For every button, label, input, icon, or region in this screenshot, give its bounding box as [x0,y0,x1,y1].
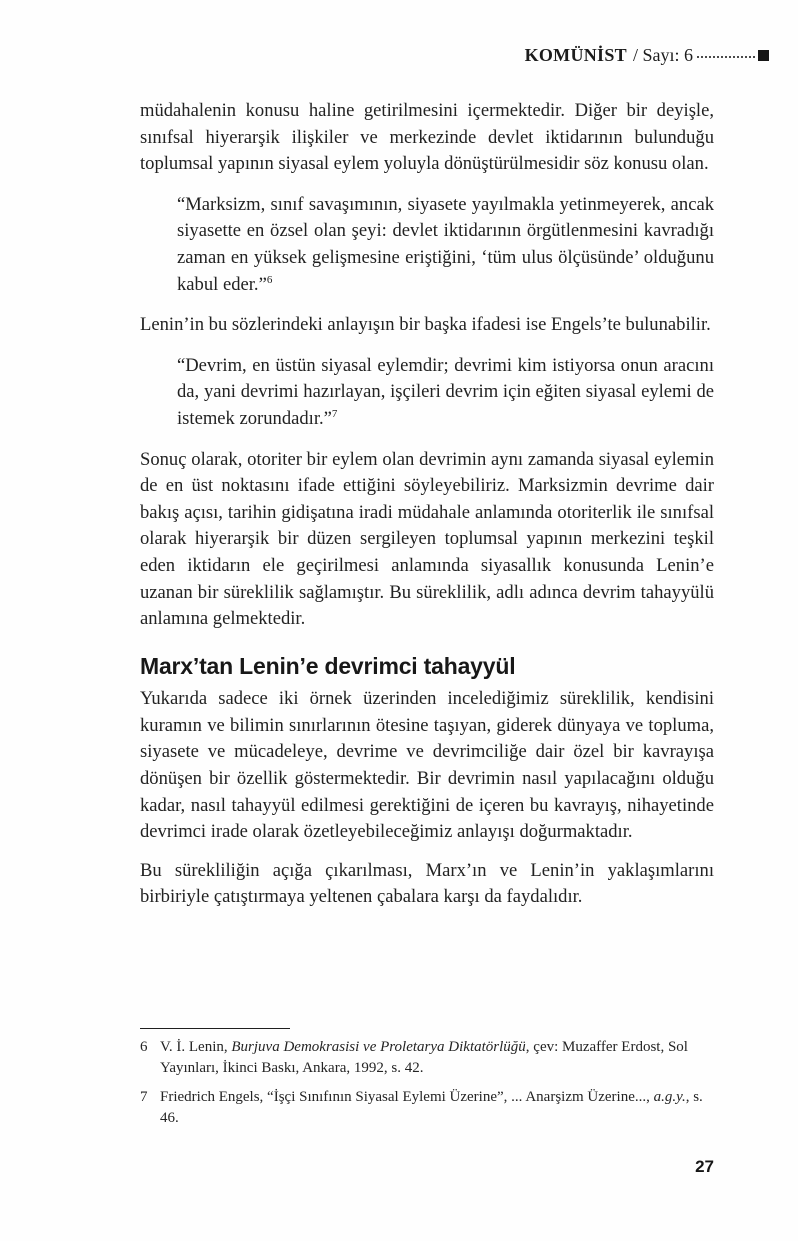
footnote-title-italic: a.g.y. [653,1089,686,1105]
footnote-title-italic: Burjuva Demokrasisi ve Proletarya Diktatörlüğü [231,1039,526,1055]
quote-text: “Devrim, en üstün siyasal eylemdir; devrimi kim istiyorsa onun aracını da, yani devrimi hazırlayan, işçileri devrim için eğiten siyasal eylemi de istemek zorundadır.” [177,354,714,429]
section-heading: Marx’tan Lenin’e devrimci tahayyül [140,652,516,679]
paragraph-continuation: müdahalenin konusu haline getirilmesini içermektedir. Diğer bir deyişle, sınıfsal hiyerarşik ilişkiler ve merkezinde devlet iktidarının bulunduğu toplumsal yapının siyasal eylem yoluyla dönüştürülmesidir söz konusu olan. [140,100,714,175]
footnote-text [160,1037,720,1078]
footnote-text-segment: Friedrich Engels, “İşçi Sınıfının Siyasal Eylemi Üzerine”, ... Anarşizm Üzerine..., [160,1089,654,1105]
page-number: 27 [695,1157,714,1176]
article-body [140,98,714,923]
footnote-text-segment: , s. 46. [160,1089,703,1126]
paragraph-sureklilik: Bu sürekliliğin açığa çıkarılması, Marx’ın ve Lenin’in yaklaşımlarını birbiriyle çatıştırmaya yeltenen çabalara karşı da faydalıdır. [140,859,714,908]
footnote-text-segment: , çev: Muzaffer Erdost, Sol Yayınları, İkinci Baskı, Ankara, 1992, s. 42. [160,1039,688,1076]
footnote-text-segment: V. İ. Lenin, [160,1039,232,1055]
square-marker-icon [758,50,769,61]
paragraph-yukarida: Yukarıda sadece iki örnek üzerinden incelediğimiz süreklilik, kendisini kuramın ve bilimin sınırlarının ötesine taşıyan, giderek dünyaya ve topluma, siyasete ve mücadeleye, devrime ve devrimciliğe dair özel bir kavrayışa dönüşen bir özellik göstermektedir. Bir devrimin nasıl yapılacağını olduğu kadar, nasıl tahayyül edilmesi gerektiğini de içeren bu kavrayış, nihayetinde devrimci irade olarak özetleyebileceğimiz anlayışı doğurmaktadır. [140,688,714,843]
journal-title: KOMÜNİST [524,45,627,65]
footnote-separator [140,1028,290,1029]
footnote-ref-7: 7 [331,407,338,420]
blockquote-marksizm [177,192,714,298]
dotted-rule [697,56,755,58]
footnote-text [160,1087,720,1128]
issue-label: / Sayı: 6 [632,45,693,65]
quote-text: “Marksizm, sınıf savaşımının, siyasete yayılmakla yetinmeyerek, ancak siyasette en özsel olan şeyi: devlet iktidarının örgütlenmesini kavradığı zaman en yüksek gelişmesine eriştiğini, ‘tüm ulus ölçüsünde’ olduğunu kabul eder.” [177,193,714,295]
blockquote-devrim [177,353,714,433]
footnote-number: 6 [140,1039,148,1055]
footnote-6 [140,1037,720,1078]
footnote-ref-6: 6 [266,273,273,286]
paragraph-lenin-engels: Lenin’in bu sözlerindeki anlayışın bir başka ifadesi ise Engels’te bulunabilir. [140,314,711,336]
running-header [0,45,769,66]
footnotes-section [140,1028,720,1137]
footnote-number: 7 [140,1089,148,1105]
footnote-7 [140,1087,720,1128]
paragraph-sonuc: Sonuç olarak, otoriter bir eylem olan devrimin aynı zamanda siyasal eylemin de en üst noktasını ifade ettiğini söyleyebiliriz. Marksizmin devrime dair bakış açısı, tarihin gidişatına iradi müdahale anlamında otoriterlik ile sınıfsal olarak hiyerarşik bir düzen sergileyen toplumsal yapının merkezini teşkil eden iktidarın ele geçirilmesi anlamında siyasallık konusunda Lenin’e uzanan bir süreklilik sağlamıştır. Bu süreklilik, adlı adınca devrim tahayyülü anlamına gelmektedir. [140,448,714,630]
